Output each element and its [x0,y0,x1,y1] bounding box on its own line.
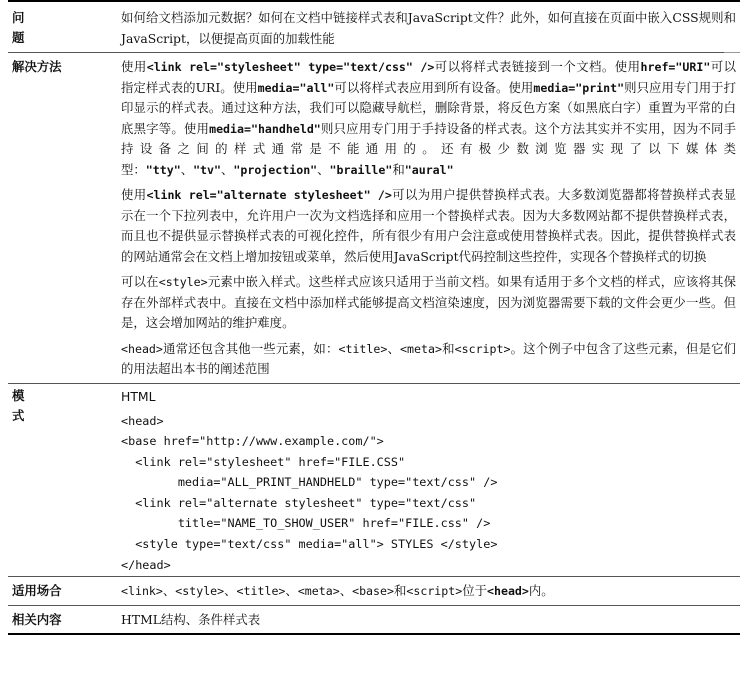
text-run: 可以指定样式表的URI。使用 [121,59,737,95]
code-run: <link rel="alternate stylesheet" /> [146,188,392,202]
text-run: 、 [387,340,401,356]
pattern-content [121,386,740,576]
text-run: 可以为用户提供替换样式表。大多数浏览器都将替换样式表显示在一个下拉列表中，允许用户一次为文档选择和应用一个替换样式表。因为大多数网站都不提供替换样式表，而且也不提供显示替换样式表的可视化控件，所有很少有用户会注意或使用替换样式表。因此，提供替换样式表的网站通常会在文档上增加按钮或菜单，然后使用JavaScript代码控制这些控件，实现各个替换样式的切换 [121,187,737,264]
row-label-related: 相关内容 [12,611,62,627]
related-text: HTML结构、条件样式表 [121,611,261,627]
code-run: "aural" [404,162,454,177]
text-run: 和 [393,583,407,599]
pattern-title: HTML [121,388,156,404]
code-run: href="URI" [640,60,711,74]
code-run: <style> [158,275,208,289]
code-run: "projection" [233,162,318,177]
text-run: 可以将样式表应用到所有设备。使用 [334,79,534,95]
code-run: <link rel="stylesheet" type="text/css" /> [146,60,435,74]
code-run: <title> [338,341,388,356]
code-line: <link rel="stylesheet" href="FILE.CSS" [121,454,406,469]
solution-paragraph-1 [121,57,736,180]
code-run: <script> [454,341,511,356]
text-run: 、 [285,583,298,599]
row-label-question: 问 题 [12,10,52,45]
code-run: media="handheld" [209,121,321,136]
text-run: 和 [392,161,405,177]
code-line: title="NAME_TO_SHOW_USER" href="FILE.css" /> [121,516,491,531]
code-line: </head> [121,557,171,572]
solution-paragraph-3 [121,272,736,334]
text-run: 、 [224,583,237,599]
row-label-solution: 解决方法 [12,59,62,74]
text-run: 则只应用专门用于打印显示的样式表。通过这种方法，我们可以隐藏导航栏，删除背景，将反色方案（如黑底白字）重置为平常的白底黑字等。使用 [121,79,737,136]
text-run: 、 [221,161,234,177]
code-run: media="print" [533,80,625,95]
text-run: 使用 [121,187,147,202]
text-run: 。这个例子中包含了这些元素，但是它们的用法超出本书的阐述范围 [121,340,737,376]
row-pattern [8,384,740,578]
text-run: 位于 [462,583,487,599]
row-label-applicable: 适用场合 [12,583,62,599]
code-run: "tty" [145,162,181,177]
text-run: 可以将样式表链接到一个文档。使用 [434,59,641,74]
code-line: <base href="http://www.example.com/"> [121,434,384,449]
code-run: <head> [121,341,163,356]
row-label-pattern: 模 式 [12,387,52,423]
code-line: media="ALL_PRINT_HANDHELD" type="text/css" /> [121,475,498,490]
row-related [8,606,740,636]
code-run: <link> [121,584,163,599]
code-line: <head> [121,413,164,428]
question-text: 如何给文档添加元数据？如何在文档中链接样式表和JavaScript文件？此外，如何直接在页面中嵌入CSS规则和JavaScript，以便提高页面的加载性能 [121,10,736,46]
pattern-table [8,0,740,635]
text-run: 和 [441,340,455,356]
text-run: 元素中嵌入样式。这些样式应该只适用于当前文档。如果有适用于多个文档的样式，应该将其保存在外部样式表中。直接在文档中添加样式能够提高文档渲染速度，因为浏览器需要下载的文件会更少一些。但是，这会增加网站的维护难度。 [121,274,737,330]
solution-content [121,57,740,380]
text-run: 则只应用专门用于手持设备的样式表。这个方法其实并不实用，因为不同手持设备之间的样式通常是不能通用的。还有极少数浏览器实现了以下媒体类型： [121,120,737,177]
code-line: <style type="text/css" media="all"> STYLES </style> [121,537,498,552]
code-run: <base> [352,584,394,599]
text-run: 、 [162,583,176,599]
text-run: 内。 [528,583,554,599]
code-run: <meta> [400,341,442,356]
applicable-content [121,581,740,602]
row-applicable [8,577,740,606]
solution-paragraph-4 [121,339,736,380]
text-run: 、 [339,583,353,599]
text-run: 使用 [121,59,147,74]
text-run: 、 [317,161,330,177]
row-question [8,0,740,53]
code-run: <meta> [297,584,340,599]
code-run: <head> [487,584,529,599]
text-run: 通常还包含其他一些元素，如： [162,340,339,356]
code-run: <script> [406,584,463,599]
code-line: <link rel="alternate stylesheet" type="text/css" [121,495,477,510]
code-run: "tv" [193,162,221,177]
code-run: "braille" [329,162,393,177]
text-run: 、 [180,161,194,177]
code-run: media="all" [257,80,335,95]
row-solution [8,53,740,384]
solution-paragraph-2 [121,185,736,267]
code-run: <style> [175,584,225,599]
text-run: 可以在 [121,274,159,289]
code-run: <title> [236,584,286,599]
